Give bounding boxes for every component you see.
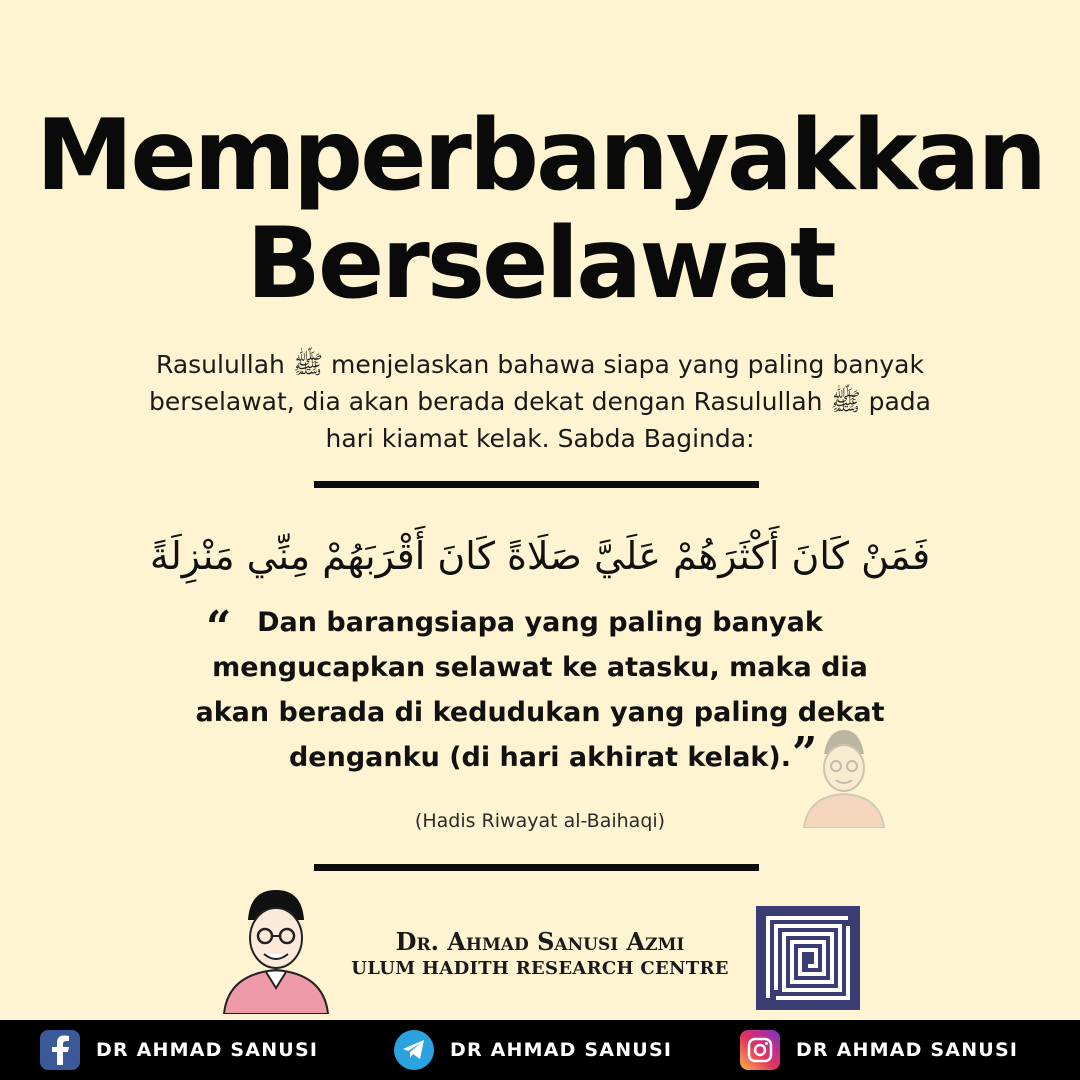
open-quote-mark: “ bbox=[206, 602, 232, 653]
author-organization: ULUM HADITH RESEARCH CENTRE bbox=[351, 958, 729, 979]
telegram-icon bbox=[394, 1030, 434, 1070]
instagram-link[interactable] bbox=[740, 1020, 1018, 1080]
title-line-1: Memperbanyakkan bbox=[35, 99, 1045, 213]
instagram-icon bbox=[740, 1030, 780, 1070]
facebook-label: DR AHMAD SANUSI bbox=[96, 1039, 319, 1061]
instagram-label: DR AHMAD SANUSI bbox=[796, 1039, 1019, 1061]
intro-text bbox=[120, 346, 960, 457]
intro-line-1: Rasulullah ﷺ menjelaskan bahawa siapa yang paling banyak bbox=[156, 350, 924, 379]
telegram-link[interactable] bbox=[394, 1020, 672, 1080]
facebook-icon bbox=[40, 1030, 80, 1070]
quote-line-4: denganku (di hari akhirat kelak). bbox=[288, 742, 791, 773]
kufic-logo bbox=[756, 906, 860, 1010]
author-name: Dr. Ahmad Sanusi Azmi bbox=[395, 927, 685, 956]
intro-line-3: hari kiamat kelak. Sabda Baginda: bbox=[325, 424, 755, 453]
social-footer bbox=[0, 1020, 1080, 1080]
author-sketch bbox=[220, 884, 332, 1014]
page-title bbox=[0, 99, 1080, 321]
hadith-source: (Hadis Riwayat al-Baihaqi) bbox=[414, 810, 666, 832]
quote-line-1: Dan barangsiapa yang paling banyak bbox=[257, 607, 823, 638]
divider-top bbox=[314, 481, 759, 488]
arabic-hadith: فَمَنْ كَانَ أَكْثَرَهُمْ عَلَيَّ صَلَاةً كَانَ أَقْرَبَهُمْ مِنِّي مَنْزِلَةً bbox=[149, 534, 931, 578]
facebook-link[interactable] bbox=[40, 1020, 318, 1080]
quote-line-3: akan berada di kedudukan yang paling dekat bbox=[195, 697, 885, 728]
title-line-2: Berselawat bbox=[246, 207, 834, 321]
telegram-label: DR AHMAD SANUSI bbox=[450, 1039, 673, 1061]
quote-line-2: mengucapkan selawat ke atasku, maka dia bbox=[212, 652, 868, 683]
close-quote-mark: ” bbox=[792, 728, 818, 779]
author-block bbox=[340, 928, 740, 982]
divider-bottom bbox=[314, 864, 759, 871]
intro-line-2: berselawat, dia akan berada dekat dengan Rasulullah ﷺ pada bbox=[149, 387, 931, 416]
